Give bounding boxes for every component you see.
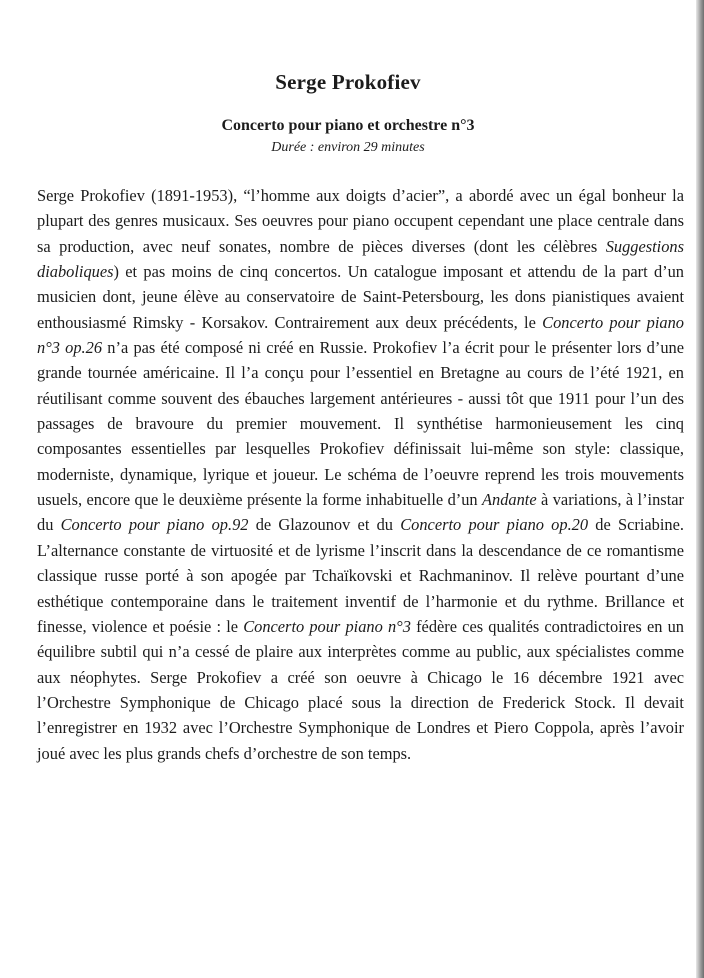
text-run: de Glazounov et du (248, 515, 401, 535)
scan-edge (696, 0, 704, 978)
duration-note: Durée : environ 29 minutes (271, 140, 425, 155)
text-run: n’a pas été composé ni créé en Russie. Prokofiev l’a écrit pour le présenter lors d’une grande tournée américaine. Il l’a conçu pour l’essentiel en Bretagne au cours de l’été 1921, en réutilisant comme souvent des ébauches largement antérieures - aussi tôt que 1911 pour l’un des passages de bravoure du premier mouvement. Il synthétise harmonieusement les cinq composantes essentielles par lesquelles Prokofiev définissait lui-même son style: classique, moderniste, dynamique, lyrique et joueur. Le schéma de l’oeuvre reprend les trois mouvements usuels, encore que le deuxième présente la forme inhabituelle d’un (37, 338, 685, 510)
italic-title-run: Concerto pour piano op.20 (400, 515, 589, 535)
page-title: Serge Prokofiev (275, 70, 421, 94)
text-run: de Scriabine. L’alternance constante de virtuosité et de lyrisme l’inscrit dans la descendance de ce romantisme classique russe porté à son apogée par Tchaïkovski et Rachmaninov. Il relève pourtant d’une esthétique contemporaine dans le traitement inventif de l’harmonie et du rythme. Brillance et finesse, violence et poésie : le (37, 515, 684, 636)
text-run: Serge Prokofiev (1891-1953), “l’homme aux doigts d’acier”, a abordé avec un égal bonheur la plupart des genres musicaux. Ses oeuvres pour piano occupent cependant une place centrale dans sa production, avec neuf sonates, nombre de pièces diverses (dont les célèbres (37, 186, 684, 256)
italic-title-run: Concerto pour piano op.92 (60, 515, 249, 535)
italic-title-run: Suggestions diaboliques (37, 236, 684, 282)
work-title: Concerto pour piano et orchestre n°3 (221, 117, 475, 134)
text-run: ) et pas moins de cinq concertos. Un catalogue imposant et attendu de la part d’un musicien dont, jeune élève au conservatoire de Saint-Petersbourg, les dons pianistiques avaient enthousiasmé Rimsky - Korsakov. Contrairement aux deux précédents, le (37, 262, 684, 332)
text-run: à variations, à l’instar du (37, 490, 684, 535)
italic-title-run: Concerto pour piano n°3 op.26 (37, 312, 684, 358)
body-paragraph (37, 183, 684, 766)
text-run: fédère ces qualités contradictoires en un équilibre subtil qui n’a cessé de plaire aux interprètes comme au public, aux spécialistes comme aux néophytes. Serge Prokofiev a créé son oeuvre à Chicago le 16 décembre 1921 avec l’Orchestre Symphonique de Chicago placé sous la direction de Frederick Stock. Il devait l’enregistrer en 1932 avec l’Orchestre Symphonique de Londres et Piero Coppola, après l’avoir joué avec les plus grands chefs d’orchestre de son temps. (37, 616, 684, 763)
italic-title-run: Andante (482, 490, 537, 510)
italic-title-run: Concerto pour piano n°3 (243, 616, 411, 636)
